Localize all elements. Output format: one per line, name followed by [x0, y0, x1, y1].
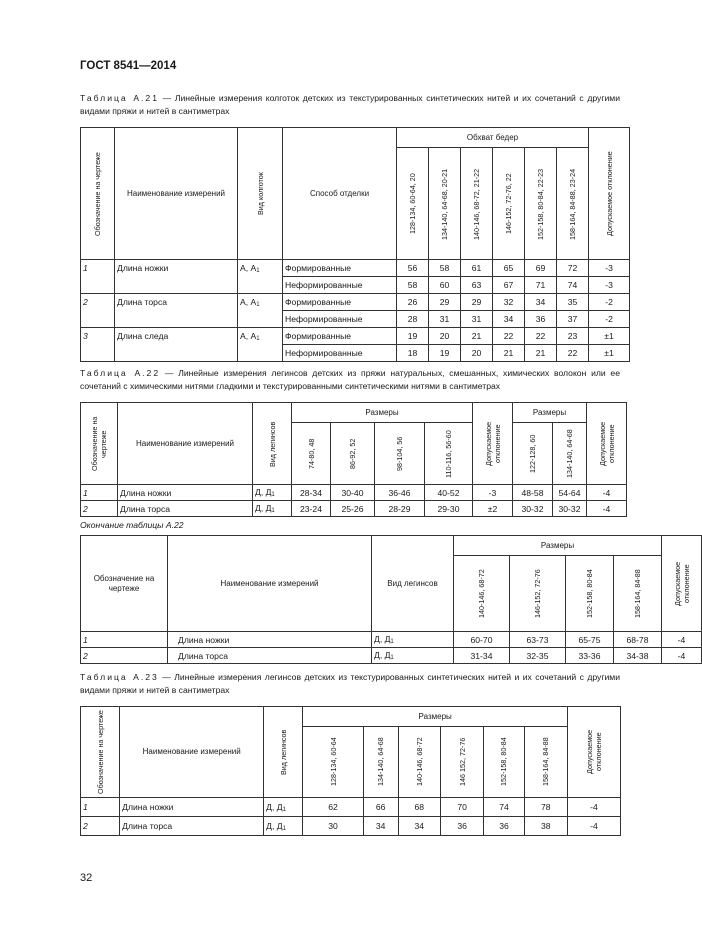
- table-a23-caption: [80, 671, 620, 696]
- t21-r2b-name: [115, 311, 238, 328]
- t21-r3a-v5: 22: [525, 328, 557, 345]
- t22b-h-tol: Допускаемое отклонение: [672, 561, 691, 606]
- t21-r1b-tol: -3: [589, 277, 630, 294]
- t22b-r2-v3: 33-36: [566, 648, 614, 664]
- t22b-r1-num: 1: [81, 632, 168, 648]
- t22b-r1-tol: -4: [662, 632, 702, 648]
- t21-h-tol: Допускаемое отклонение: [604, 151, 614, 236]
- t22-r1-type: [253, 485, 292, 501]
- t23-r2-v2: 34: [363, 817, 398, 836]
- table-row: [81, 328, 630, 345]
- t22-r1-v6: 54-64: [553, 485, 587, 501]
- t22b-r2-v2: 32-35: [510, 648, 566, 664]
- t22-size-3: 98-104, 56: [395, 436, 404, 471]
- t21-r3a-v6: 23: [557, 328, 589, 345]
- table-a23: [80, 706, 621, 836]
- t23-h-name: Наименование измерений: [120, 707, 264, 798]
- table-row: [81, 798, 621, 817]
- t21-r2a-v6: 35: [557, 294, 589, 311]
- t22b-size-3: 152-158, 80-84: [585, 569, 594, 618]
- t23-r1-v2: 66: [363, 798, 398, 817]
- t21-r1b-v6: 74: [557, 277, 589, 294]
- t21-r2b-num: [81, 311, 115, 328]
- t21-r2a-v5: 34: [525, 294, 557, 311]
- t21-r1a-v2: 58: [429, 260, 461, 277]
- t21-r2b-v2: 31: [429, 311, 461, 328]
- t22-size-4: 110-116, 56-60: [444, 429, 453, 478]
- t23-r2-type-text: Д, Д: [266, 820, 283, 831]
- t23-r1-type-text: Д, Д: [266, 801, 283, 812]
- t22b-r2-type: [372, 648, 454, 664]
- t22b-h-type: Вид легинсов: [372, 536, 454, 632]
- t21-r1b-v2: 60: [429, 277, 461, 294]
- t23-r1-tol: -4: [568, 798, 621, 817]
- table-a22: [80, 402, 627, 517]
- t23-r2-v5: 36: [484, 817, 524, 836]
- t23-r2-v6: 38: [524, 817, 567, 836]
- t23-r2-type: [264, 817, 303, 836]
- t21-r2a-tol: -2: [589, 294, 630, 311]
- t21-r2b-type: [238, 311, 283, 328]
- t22-r1-type-text: Д, Д: [255, 487, 272, 497]
- t21-r3-type-sub: 1: [256, 335, 260, 342]
- t22-r2-v4: 29-30: [425, 501, 473, 517]
- t22-size-6: 134-140, 64-68: [565, 429, 574, 478]
- t21-r3b-v6: 22: [557, 345, 589, 362]
- t22b-r1-v3: 65-75: [566, 632, 614, 648]
- t21-r3b-tol: ±1: [589, 345, 630, 362]
- t22-r1-tol1: -3: [473, 485, 513, 501]
- t21-r1-type-text: А, А: [240, 262, 257, 273]
- t23-h-tol: Допускаемое отклонение: [585, 729, 603, 775]
- table-a22-caption-lead: Таблица А.22: [80, 368, 161, 378]
- table-row: [81, 277, 630, 294]
- t21-r2b-tol: -2: [589, 311, 630, 328]
- t22-r2-tol1: ±2: [473, 501, 513, 517]
- t21-r3-type-text: А, А: [240, 330, 257, 341]
- t21-r1-name: Длина ножки: [115, 260, 238, 277]
- t21-h-method: Способ отделки: [283, 128, 397, 260]
- t21-r1a-v4: 65: [493, 260, 525, 277]
- t23-r2-v1: 30: [303, 817, 363, 836]
- t21-size-6: 158-164, 84-88, 23-24: [568, 167, 578, 240]
- t22-r2-type: [253, 501, 292, 517]
- t21-r3b-method: Неформированные: [283, 345, 397, 362]
- t23-h-type: Вид легинсов: [278, 729, 288, 775]
- t22-h-group2: Размеры: [513, 403, 587, 423]
- t22b-r1-v1: 60-70: [454, 632, 510, 648]
- t22-r1-num: 1: [81, 485, 118, 501]
- t21-r2b-v1: 28: [397, 311, 429, 328]
- t21-r2-type-text: А, А: [240, 296, 257, 307]
- t21-r1a-v3: 61: [461, 260, 493, 277]
- t21-r1a-method: Формированные: [283, 260, 397, 277]
- t22-r1-v3: 36-46: [375, 485, 425, 501]
- t21-r1-num: 1: [81, 260, 115, 277]
- t23-r1-v5: 74: [484, 798, 524, 817]
- t21-size-4: 146-152, 72-76, 22: [504, 173, 513, 234]
- t21-r3a-v1: 19: [397, 328, 429, 345]
- t22b-r2-num: 2: [81, 648, 168, 664]
- t22-h-tol1: Допускаемое отклонение: [483, 421, 502, 466]
- t21-r2a-v2: 29: [429, 294, 461, 311]
- t22-size-2: 86-92, 52: [348, 438, 357, 469]
- table-a23-caption-lead: Таблица А.23: [80, 672, 159, 682]
- t22b-r2-tol: -4: [662, 648, 702, 664]
- t22-r1-v4: 40-52: [425, 485, 473, 501]
- t22-h-name: Наименование измерений: [118, 403, 253, 485]
- t21-r1a-v1: 56: [397, 260, 429, 277]
- t22b-r2-v1: 31-34: [454, 648, 510, 664]
- t23-r1-type-sub: 1: [282, 806, 286, 813]
- t21-r3-type: [238, 328, 283, 345]
- t23-r2-v4: 36: [440, 817, 483, 836]
- t21-r3-num: 3: [81, 328, 115, 345]
- t22-r1-tol2: -4: [587, 485, 627, 501]
- t21-size-1: 128-134, 60-64, 20: [408, 173, 417, 234]
- t21-size-2: 134-140, 64-68, 20-21: [440, 167, 449, 240]
- page-number: 32: [80, 872, 93, 884]
- t22b-size-2: 146-152, 72-76: [533, 569, 542, 618]
- t21-r1b-name: [115, 277, 238, 294]
- t21-r1b-method: Неформированные: [283, 277, 397, 294]
- table-a21-caption-text: — Линейные измерения колготок детских из текстурированных синтетических нитей и их сочетаний с другими видами пряжи и нитей в сантиметрах: [80, 93, 620, 116]
- t22b-r2-type-text: Д, Д: [374, 650, 391, 660]
- t21-r2b-v4: 34: [493, 311, 525, 328]
- t21-r3a-v3: 21: [461, 328, 493, 345]
- t21-r2b-method: Неформированные: [283, 311, 397, 328]
- t21-r2-name: Длина торса: [115, 294, 238, 311]
- t22b-h-name: Наименование измерений: [168, 536, 372, 632]
- t21-r3b-num: [81, 345, 115, 362]
- t22b-r1-type-sub: 1: [390, 639, 394, 645]
- t23-r1-name: Длина ножки: [120, 798, 264, 817]
- t21-r3-name: Длина следа: [115, 328, 238, 345]
- t22-h-group1: Размеры: [292, 403, 473, 423]
- t23-r2-name: Длина торса: [120, 817, 264, 836]
- table-row: [81, 260, 630, 277]
- t23-size-5: 152-158, 80-84: [499, 737, 509, 787]
- t23-size-1: 128-134, 60-64: [328, 737, 338, 787]
- t22b-r1-type-text: Д, Д: [374, 634, 391, 644]
- t23-r2-tol: -4: [568, 817, 621, 836]
- t21-r1b-v1: 58: [397, 277, 429, 294]
- t21-r3a-v2: 20: [429, 328, 461, 345]
- t23-r1-v3: 68: [398, 798, 440, 817]
- t23-r1-v6: 78: [524, 798, 567, 817]
- t22-h-tol2: Допускаемое отклонение: [597, 421, 616, 466]
- table-row: [81, 311, 630, 328]
- t21-r3a-tol: ±1: [589, 328, 630, 345]
- table-a22-caption: [80, 367, 620, 392]
- t21-r2-type-sub: 1: [256, 301, 260, 308]
- t22b-r1-v4: 68-78: [614, 632, 662, 648]
- t21-r1b-v4: 67: [493, 277, 525, 294]
- t23-h-num: Обозначение на чертеже: [95, 710, 105, 794]
- t22b-size-4: 158-164, 84-88: [633, 569, 642, 618]
- t21-r2b-v3: 31: [461, 311, 493, 328]
- t21-h-group: Обхват бедер: [397, 128, 589, 148]
- t22b-r2-v4: 34-38: [614, 648, 662, 664]
- t21-size-3: 140-146, 68-72, 21-22: [472, 167, 481, 240]
- t21-r3b-type: [238, 345, 283, 362]
- t22-size-5: 122-128, 60: [528, 434, 537, 473]
- t21-r2-num: 2: [81, 294, 115, 311]
- t22-r2-v6: 30-32: [553, 501, 587, 517]
- t23-h-group: Размеры: [303, 707, 568, 727]
- t21-r1-type: [238, 260, 283, 277]
- t23-r2-v3: 34: [398, 817, 440, 836]
- document-header: ГОСТ 8541—2014: [80, 60, 177, 72]
- t21-r3b-name: [115, 345, 238, 362]
- t22-r2-tol2: -4: [587, 501, 627, 517]
- t21-r2a-v1: 26: [397, 294, 429, 311]
- t22-r1-type-sub: 1: [271, 492, 275, 498]
- t21-r1a-v5: 69: [525, 260, 557, 277]
- table-row: [81, 294, 630, 311]
- t22b-h-num: Обозначение на чертеже: [81, 536, 168, 632]
- t22-size-1: 74-80, 48: [306, 438, 316, 469]
- t22-r1-v2: 30-40: [331, 485, 375, 501]
- t21-r2-type: [238, 294, 283, 311]
- t22-r2-v3: 28-29: [375, 501, 425, 517]
- t22-r1-v1: 28-34: [292, 485, 331, 501]
- table-row: [81, 632, 702, 648]
- t21-r3b-v5: 21: [525, 345, 557, 362]
- t22-h-type: Вид легинсов: [267, 420, 277, 467]
- t22b-size-1: 140-146, 68-72: [477, 569, 486, 618]
- t23-r2-num: 2: [81, 817, 120, 836]
- t22-r2-name: Длина торса: [118, 501, 253, 517]
- table-a23-caption-text: — Линейные измерения легинсов детских из текстурированных синтетических нитей и их сочетаний с другими видами пряжи и нитей в сантиметрах: [80, 672, 620, 695]
- t21-r1a-tol: -3: [589, 260, 630, 277]
- t21-r3a-method: Формированные: [283, 328, 397, 345]
- t22b-r1-v2: 63-73: [510, 632, 566, 648]
- table-a21: [80, 127, 630, 362]
- t21-r1b-v5: 71: [525, 277, 557, 294]
- t23-r1-num: 1: [81, 798, 120, 817]
- t22-r2-type-sub: 1: [271, 508, 275, 514]
- t22-r1-name: Длина ножки: [118, 485, 253, 501]
- t22-r2-num: 2: [81, 501, 118, 517]
- t21-r3b-v1: 18: [397, 345, 429, 362]
- t22b-r2-type-sub: 1: [390, 655, 394, 661]
- t21-r1b-v3: 63: [461, 277, 493, 294]
- t22-r2-type-text: Д, Д: [255, 503, 272, 513]
- table-row: [81, 817, 621, 836]
- t21-size-5: 152-158, 80-84, 22-23: [536, 167, 545, 240]
- t22b-r1-type: [372, 632, 454, 648]
- t22-r2-v2: 25-26: [331, 501, 375, 517]
- t23-size-3: 140-146, 68-72: [414, 737, 424, 787]
- t21-r1b-num: [81, 277, 115, 294]
- t22b-h-group: Размеры: [454, 536, 662, 556]
- t23-r1-v4: 70: [440, 798, 483, 817]
- t22-r2-v5: 30-32: [513, 501, 553, 517]
- t21-r1-type-sub: 1: [256, 267, 260, 274]
- table-row: [81, 485, 627, 501]
- t21-r2a-method: Формированные: [283, 294, 397, 311]
- t21-r2a-v3: 29: [461, 294, 493, 311]
- t21-h-type: Вид колготок: [255, 172, 265, 215]
- table-row: [81, 345, 630, 362]
- t22-r2-v1: 23-24: [292, 501, 331, 517]
- t21-r1b-type: [238, 277, 283, 294]
- t23-r1-type: [264, 798, 303, 817]
- table-row: [81, 648, 702, 664]
- t21-r3a-v4: 22: [493, 328, 525, 345]
- t23-size-6: 158-164, 84-88: [541, 737, 551, 787]
- table-row: [81, 501, 627, 517]
- table-a22-caption-text: — Линейные измерения легинсов детских из пряжи натуральных, смешанных, химических волокон или ее сочетаний с химическими нитями гладкими и текстурированными синтетическими нитями в сантиметрах: [80, 368, 620, 391]
- t23-r2-type-sub: 1: [282, 825, 286, 832]
- t21-h-name: Наименование измерений: [115, 128, 238, 260]
- t21-r1a-v6: 72: [557, 260, 589, 277]
- table-a22-continuation: [80, 535, 702, 664]
- t22b-r1-name: Длина ножки: [168, 632, 372, 648]
- t23-r1-v1: 62: [303, 798, 363, 817]
- t21-r3b-v2: 19: [429, 345, 461, 362]
- t22-r1-v5: 48-58: [513, 485, 553, 501]
- t22b-r2-name: Длина торса: [168, 648, 372, 664]
- table-a21-caption-lead: Таблица А.21: [80, 93, 159, 103]
- t23-size-4: 146 152, 72-76: [457, 737, 467, 787]
- t21-r2b-v5: 36: [525, 311, 557, 328]
- t22-h-num: Обозначение на чертеже: [90, 416, 108, 471]
- t21-r3b-v4: 21: [493, 345, 525, 362]
- t23-size-2: 134-140, 64-68: [376, 737, 386, 787]
- t21-r2a-v4: 32: [493, 294, 525, 311]
- t21-r2b-v6: 37: [557, 311, 589, 328]
- t21-r3b-v3: 20: [461, 345, 493, 362]
- table-a21-caption: [80, 92, 620, 117]
- t21-h-num: Обозначение на чертеже: [93, 151, 102, 236]
- table-a22-continuation-caption: Окончание таблицы А.22: [80, 520, 184, 530]
